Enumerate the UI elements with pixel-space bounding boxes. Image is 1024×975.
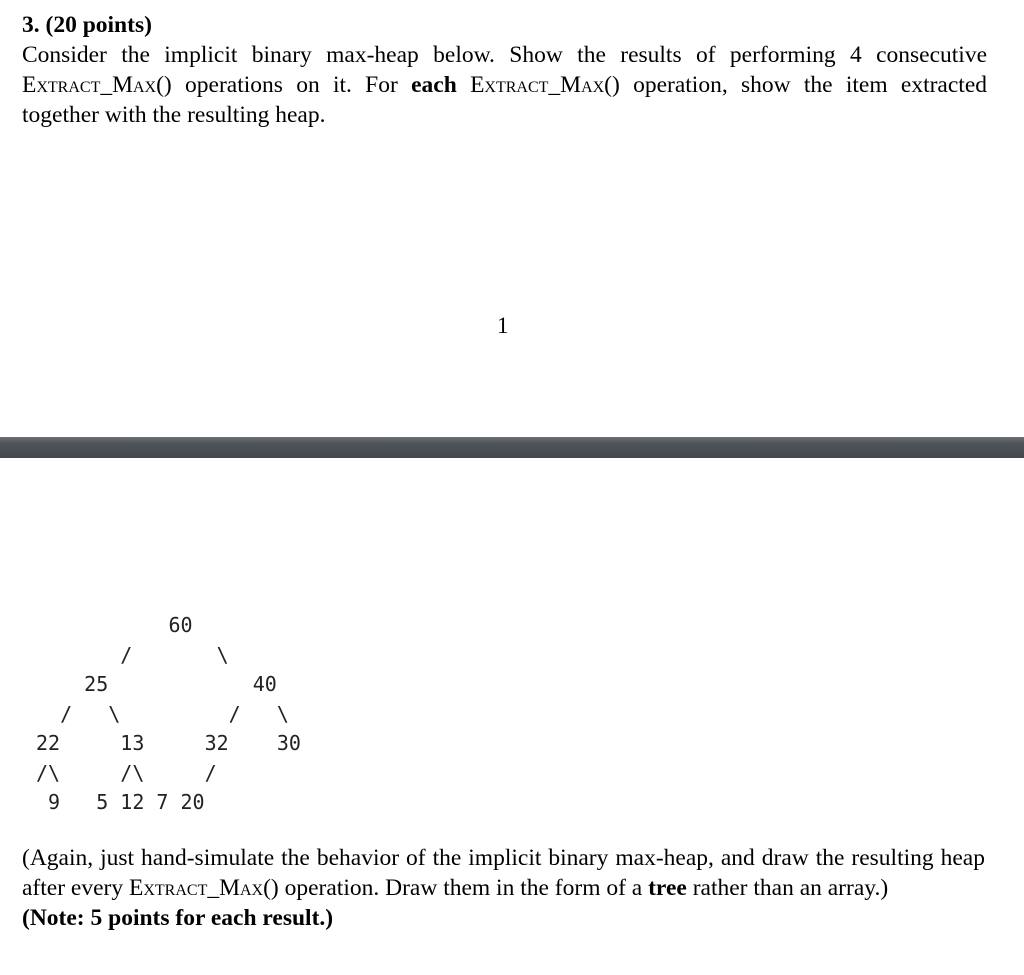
question-text-4: () operation, show the item extracted together with the resulting heap. [22,72,987,128]
emphasis-tree: tree [648,875,687,901]
page-separator [0,437,1024,458]
emphasis-each: each [411,72,457,98]
question-block [22,10,987,130]
question-body [22,40,987,130]
page-upper [0,0,1024,437]
instructions-text-2: () operation. Draw them in the form of a [263,875,649,901]
instructions-text-1: (Again, just hand-simulate the behavior of the implicit binary max-heap, and draw the resulting heap after every [22,845,985,901]
question-text-3 [457,72,470,98]
page-number: 1 [497,313,509,338]
points-note: (Note: 5 points for each result.) [22,905,334,931]
operation-name: Extract_Max [22,72,157,98]
instructions-text-3: rather than an array.) [686,875,889,901]
operation-name-3: Extract_Max [128,875,264,901]
question-heading: 3. (20 points) [22,12,152,38]
instructions-block [22,843,985,933]
question-text-1: Consider the implicit binary max-heap below. Show the results of performing 4 consecutive [22,42,987,68]
operation-name-2: Extract_Max [470,72,605,98]
question-text-2: () operations on it. For [156,72,412,98]
heap-tree-diagram: 60 / \ 25 40 / \ / \ 22 13 32 30 /\ /\ / 9 5 12 7 20 [36,613,301,814]
instructions-text [22,843,985,903]
